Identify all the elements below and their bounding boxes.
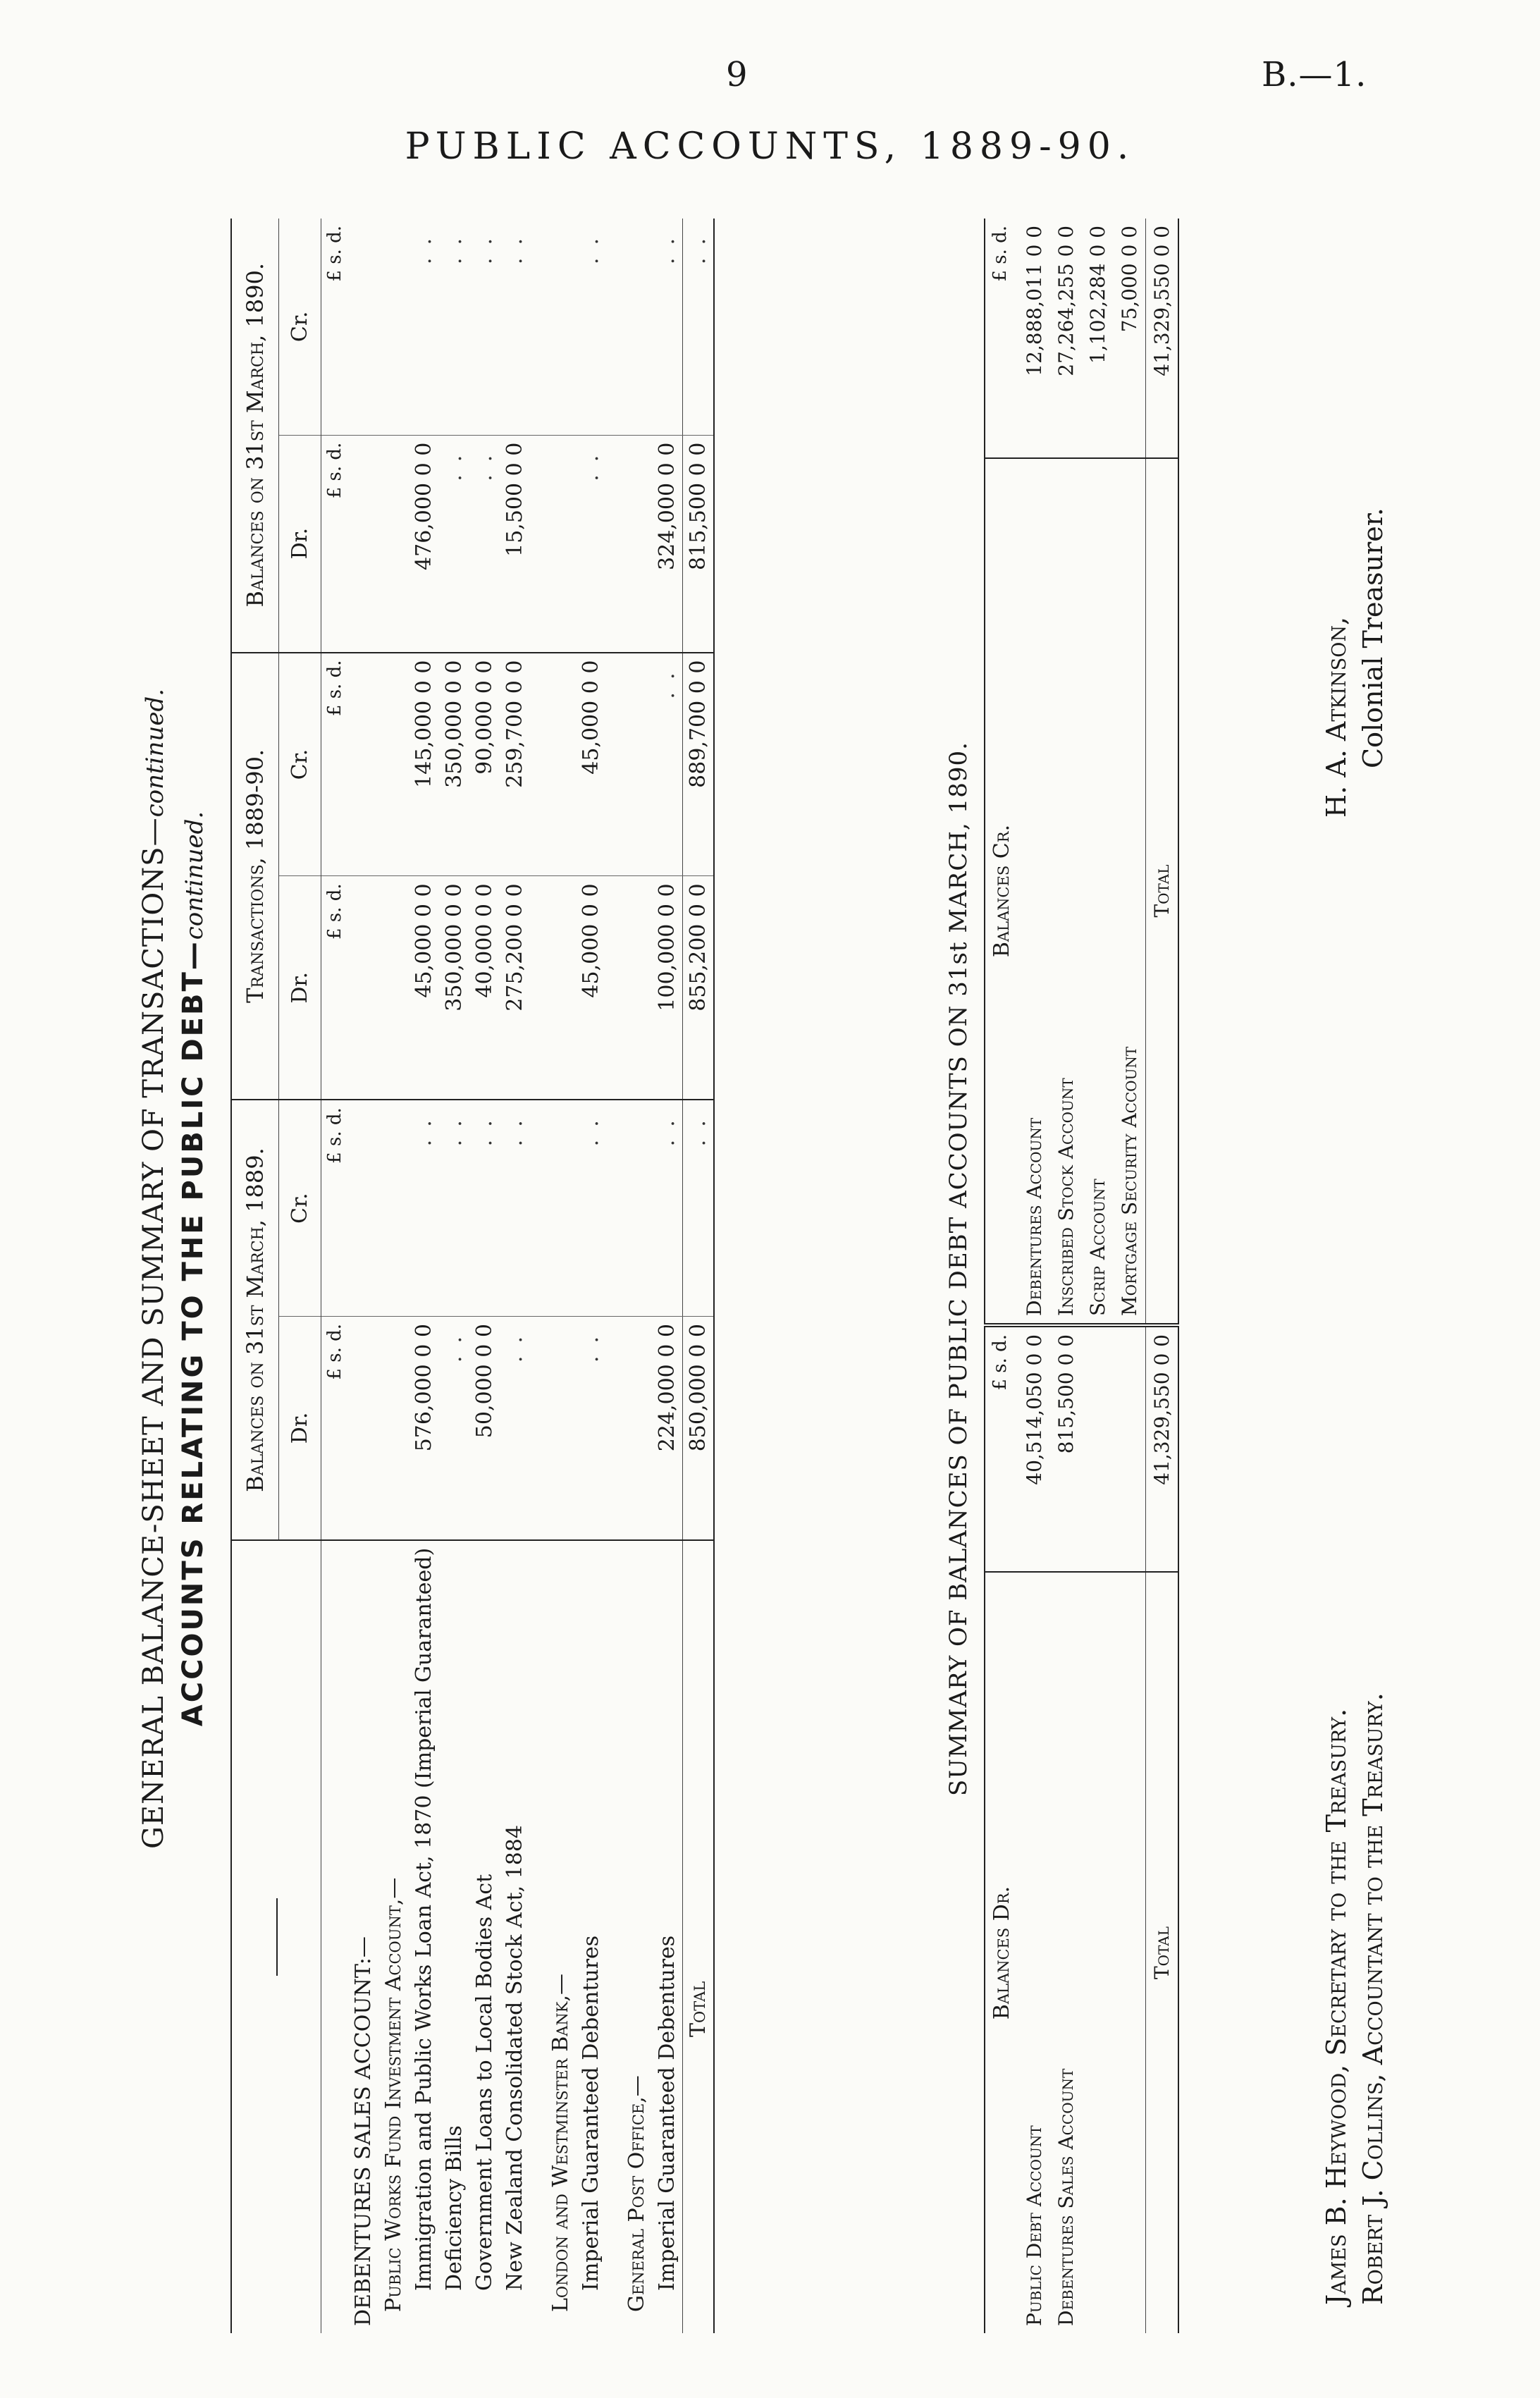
cell-value: 350,000 0 0 — [439, 653, 469, 876]
row-label: London and Westminster Bank,— — [548, 1973, 573, 2312]
signature-treasurer-title: Colonial Treasurer. — [1357, 508, 1388, 768]
cr-item-amount: 12,888,011 0 0 — [1018, 219, 1050, 458]
table-row: Imperial Guaranteed Debentures 224,000 0 0 .. 100,000 0 0 .. 324,000 0 0 .. — [652, 219, 683, 2333]
row-label: Imperial Guaranteed Debentures — [655, 1935, 679, 2291]
cell-value: 850,000 0 0 — [683, 1316, 715, 1539]
cr-total-amount: 41,329,550 0 0 — [1146, 219, 1179, 458]
row-label: Deficiency Bills — [442, 2125, 467, 2291]
signatures-section — [1304, 204, 1466, 2333]
table-row: Government Loans to Local Bodies Act 50,000 0 0 .. 40,000 0 0 90,000 0 0 .. .. — [469, 219, 500, 2333]
table-row: Immigration and Public Works Loan Act, 1870 (Imperial Guaranteed) 576,000 0 0 .. 45,000 0 0 145,000 0 0 476,000 0 0 .. — [409, 219, 439, 2333]
treasury-signatories — [1318, 1692, 1391, 2305]
page-title: PUBLIC ACCOUNTS, 1889-90. — [405, 125, 1135, 168]
signature-secretary: James B. Heywood, Secretary to the Treasury. — [1321, 1708, 1352, 2305]
group-header-transactions: Transactions, 1889-90. — [231, 653, 279, 1100]
cell-value: 889,700 0 0 — [683, 653, 715, 876]
row-label: Immigration and Public Works Loan Act, 1870 (Imperial Guaranteed) — [412, 1547, 436, 2291]
row-label: DEBENTURES SALES ACCOUNT:— — [351, 1936, 376, 2326]
cell-value: 50,000 0 0 — [469, 1316, 500, 1539]
table-row — [348, 219, 378, 2333]
col-header-dr: Dr. — [279, 876, 321, 1100]
group-header-balances-1890: Balances on 31st March, 1890. — [231, 219, 279, 653]
cell-value: 476,000 0 0 — [409, 435, 439, 652]
cell-value: 90,000 0 0 — [469, 653, 500, 876]
description-column-header — [231, 1540, 321, 2333]
currency-units: £ s. d. — [321, 219, 349, 435]
dr-item-label: Public Debt Account — [1023, 2125, 1046, 2326]
currency-units: £ s. d. — [321, 876, 349, 1100]
signature-treasurer-name: H. A. Atkinson, — [1321, 616, 1352, 818]
summary-section — [944, 204, 1304, 2333]
table-row — [606, 219, 652, 2333]
cell-value: 45,000 0 0 — [576, 876, 606, 1100]
table-row — [378, 219, 409, 2333]
col-header-cr: Cr. — [279, 653, 321, 876]
table-row — [1082, 219, 1114, 2333]
cr-item-amount: 75,000 0 0 — [1114, 219, 1146, 458]
currency-units: £ s. d. — [985, 1325, 1018, 1572]
table-row: Deficiency Bills .. .. 350,000 0 0 350,000 0 0 .. .. — [439, 219, 469, 2333]
cell-value: 45,000 0 0 — [409, 876, 439, 1100]
treasurer-signatory — [1318, 508, 1391, 818]
cell-value: 145,000 0 0 — [409, 653, 439, 876]
dr-total-label: Total — [1146, 1572, 1179, 2333]
total-label: Total — [683, 1540, 715, 2333]
cell-value: 324,000 0 0 — [652, 435, 683, 652]
table-row: New Zealand Consolidated Stock Act, 1884 .. .. 275,200 0 0 259,700 0 0 15,500 0 0 .. — [500, 219, 530, 2333]
cr-item-label: Inscribed Stock Account — [1050, 458, 1082, 1325]
col-header-cr: Cr. — [279, 219, 321, 435]
cell-value: 815,500 0 0 — [683, 435, 715, 652]
signature-accountant: Robert J. Collins, Accountant to the Treasury. — [1357, 1692, 1388, 2305]
row-label: Imperial Guaranteed Debentures — [579, 1935, 603, 2291]
page-number: 9 — [726, 55, 748, 94]
cell-value: 40,000 0 0 — [469, 876, 500, 1100]
summary-table — [984, 219, 1179, 2333]
dr-item-label: Debentures Sales Account — [1054, 2068, 1078, 2326]
dr-total-amount: 41,329,550 0 0 — [1146, 1325, 1179, 1572]
cell-value: 45,000 0 0 — [576, 653, 606, 876]
cell-value: 350,000 0 0 — [439, 876, 469, 1100]
summary-title: SUMMARY OF BALANCES OF PUBLIC DEBT ACCOUNTS ON 31st MARCH, 1890. — [944, 742, 973, 1796]
col-header-dr: Dr. — [279, 1316, 321, 1539]
header-dash — [276, 1898, 278, 1976]
cell-value: 259,700 0 0 — [500, 653, 530, 876]
row-label: New Zealand Consolidated Stock Act, 1884 — [503, 1825, 527, 2291]
public-debt-table — [230, 219, 715, 2333]
cr-item-label: Debentures Account — [1018, 458, 1050, 1325]
balances-cr-heading: Balances Cr. — [985, 458, 1018, 1325]
col-header-dr: Dr. — [279, 435, 321, 652]
public-debt-heading: ACCOUNTS RELATING TO THE PUBLIC DEBT—continued. — [177, 811, 209, 1727]
currency-units: £ s. d. — [321, 1316, 349, 1539]
total-row — [1146, 219, 1179, 2333]
balance-sheet-heading: GENERAL BALANCE-SHEET AND SUMMARY OF TRANSACTIONS—continued. — [137, 688, 170, 1850]
cell-value: 224,000 0 0 — [652, 1316, 683, 1539]
table-row — [1018, 219, 1050, 2333]
currency-units: £ s. d. — [321, 1100, 349, 1316]
row-label: General Post Office,— — [624, 2075, 649, 2312]
dr-item-amount: 40,514,050 0 0 — [1018, 1325, 1050, 1572]
cell-value: 275,200 0 0 — [500, 876, 530, 1100]
col-header-cr: Cr. — [279, 1100, 321, 1316]
row-label: Government Loans to Local Bodies Act — [472, 1874, 497, 2291]
balance-sheet-section — [137, 204, 877, 2333]
cr-total-label: Total — [1146, 458, 1179, 1325]
balances-dr-heading: Balances Dr. — [990, 1886, 1014, 2020]
cr-item-label: Mortgage Security Account — [1114, 458, 1146, 1325]
cr-item-label: Scrip Account — [1082, 458, 1114, 1325]
table-row — [530, 219, 576, 2333]
currency-units: £ s. d. — [321, 435, 349, 652]
cell-value: 855,200 0 0 — [683, 876, 715, 1100]
cr-item-amount: 1,102,284 0 0 — [1082, 219, 1114, 458]
currency-units: £ s. d. — [985, 219, 1018, 458]
cell-value: 15,500 0 0 — [500, 435, 530, 652]
total-row: Total 850,000 0 0 .. 855,200 0 0 889,700 0 0 815,500 0 0 .. — [683, 219, 715, 2333]
document-code: B.—1. — [1262, 55, 1367, 94]
table-row — [1050, 219, 1082, 2333]
cell-value: 576,000 0 0 — [409, 1316, 439, 1539]
currency-units: £ s. d. — [321, 653, 349, 876]
table-row: Imperial Guaranteed Debentures .. .. 45,000 0 0 45,000 0 0 .. .. — [576, 219, 606, 2333]
row-label: Public Works Fund Investment Account,— — [381, 1877, 406, 2312]
cr-item-amount: 27,264,255 0 0 — [1050, 219, 1082, 458]
dr-item-amount: 815,500 0 0 — [1050, 1325, 1082, 1572]
group-header-balances-1889: Balances on 31st March, 1889. — [231, 1100, 279, 1540]
cell-value: 100,000 0 0 — [652, 876, 683, 1100]
table-row — [1114, 219, 1146, 2333]
